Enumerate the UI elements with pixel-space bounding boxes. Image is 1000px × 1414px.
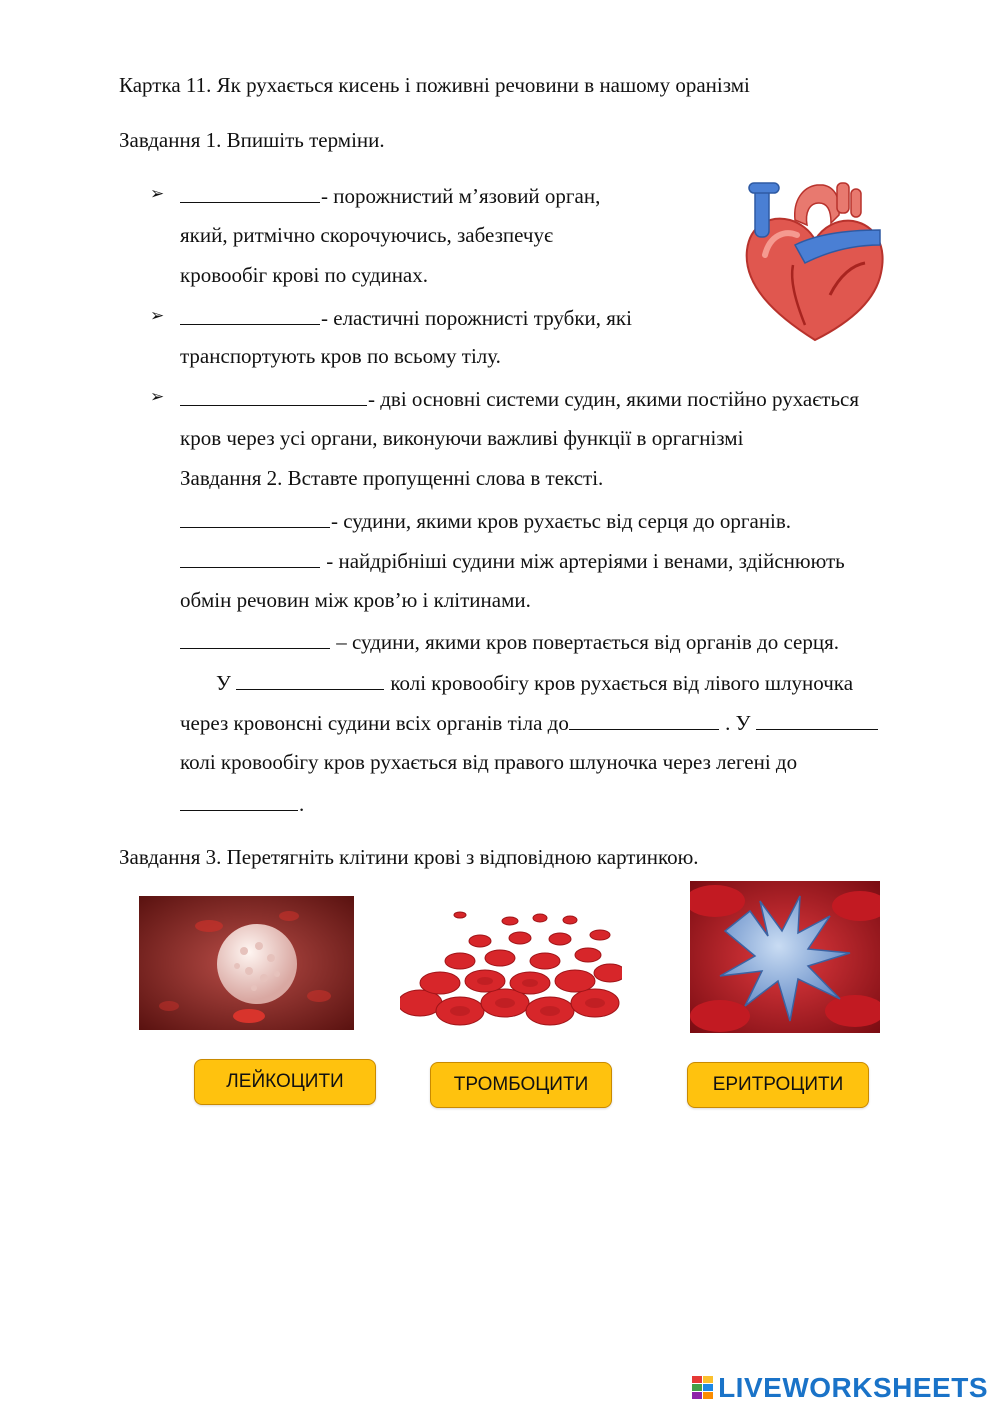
task1-item1-line3: кровообіг крові по судинах. [180,263,429,287]
task2-paragraph-line3: колі кровообігу кров рухається від правого шлуночка через легені до [180,750,798,774]
leukocyte-image [139,896,354,1030]
answer-blank-input[interactable] [569,711,719,730]
label-leukocytes[interactable]: ЛЕЙКОЦИТИ [194,1059,376,1105]
liveworksheets-logo-icon [692,1376,714,1400]
answer-blank-input[interactable] [180,792,298,811]
label-erythrocytes[interactable]: ЕРИТРОЦИТИ [687,1062,869,1108]
task2-paragraph-line1: У колі кровообігу кров рухається від лівого шлуночка [216,671,854,695]
task1-item2-line2: транспортують кров по всьому тілу. [180,344,501,368]
answer-blank-input[interactable] [756,711,878,730]
erythrocytes-image [400,903,622,1028]
answer-blank-input[interactable] [180,630,330,649]
task3-heading: Завдання 3. Перетягніть клітини крові з відповідною картинкою. [119,845,699,869]
task1-item3: - дві основні системи судин, якими постійно рухається [180,387,859,410]
heart-image [735,175,895,355]
task1-item1: - порожнистий м’язовий орган, [180,184,600,207]
task1-item1-line2: який, ритмічно скорочуючись, забезпечує [180,223,553,247]
platelet-image [690,881,880,1033]
answer-blank-input[interactable] [180,306,320,325]
answer-blank-input[interactable] [180,387,367,406]
answer-blank-input[interactable] [180,184,320,203]
page-title: Картка 11. Як рухається кисень і поживні речовини в нашому оранізмі [119,73,750,97]
task2-paragraph-line4: . [180,792,304,815]
task1-item2: - еластичні порожнисті трубки, які [180,306,632,329]
task1-heading: Завдання 1. Впишіть терміни. [119,128,385,152]
bullet-arrow-icon: ➢ [150,306,165,326]
answer-blank-input[interactable] [180,509,330,528]
task2-sentence3: – судини, якими кров повертається від органів до серця. [180,630,839,653]
task2-sentence1: - судини, якими кров рухаєтьс від серця до органів. [180,509,791,532]
task2-sentence2-line2: обмін речовин між кров’ю і клітинами. [180,588,531,612]
label-thrombocytes[interactable]: ТРОМБОЦИТИ [430,1062,612,1108]
answer-blank-input[interactable] [236,671,384,690]
task2-paragraph-line2: через кровонсні судини всіх органів тіла до . У [180,711,879,734]
answer-blank-input[interactable] [180,549,320,568]
bullet-arrow-icon: ➢ [150,387,165,407]
liveworksheets-logo [692,1372,988,1404]
task2-sentence2: - найдрібніші судини між артеріями і венами, здійснюють [180,549,845,572]
task1-item3-line2: кров через усі органи, виконуючи важливі функції в оргагнізмі [180,426,744,450]
liveworksheets-logo-text: LIVEWORKSHEETS [718,1372,988,1403]
bullet-arrow-icon: ➢ [150,184,165,204]
task2-heading: Завдання 2. Вставте пропущенні слова в тексті. [180,466,604,490]
